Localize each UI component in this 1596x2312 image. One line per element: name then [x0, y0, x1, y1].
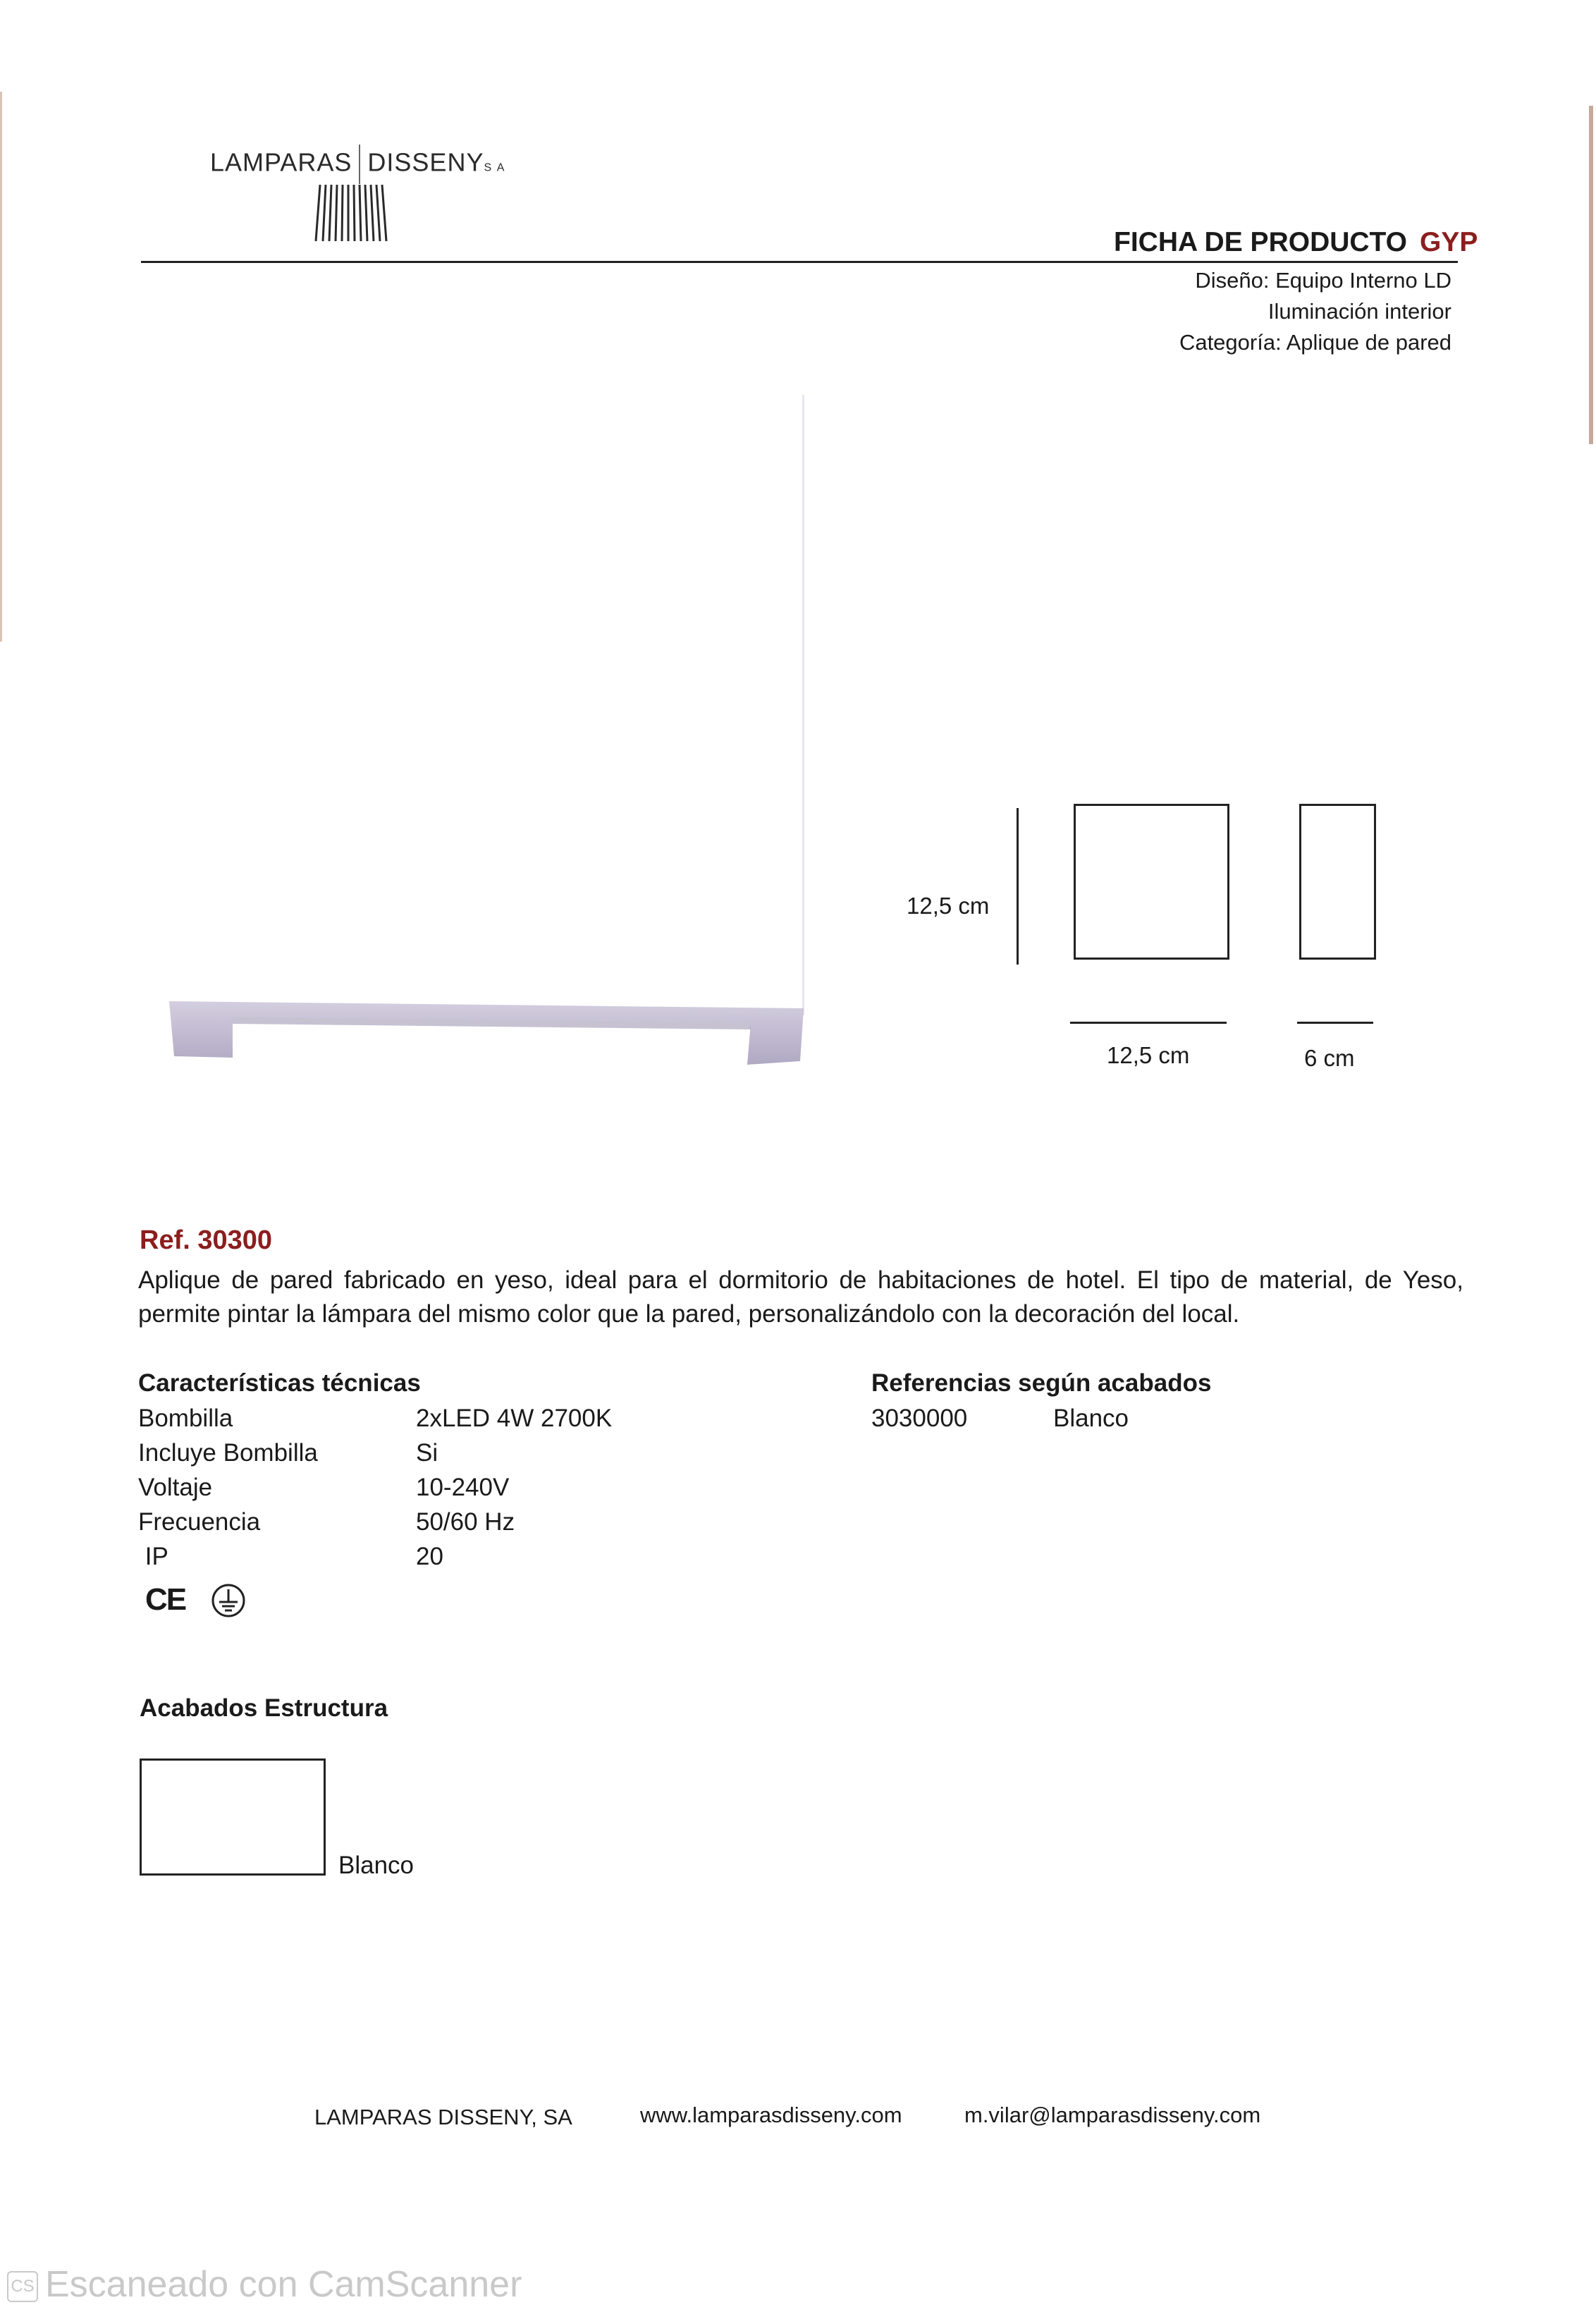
spec-label: Frecuencia	[138, 1508, 261, 1536]
width-line	[1070, 1022, 1227, 1024]
spec-label: Incluye Bombilla	[138, 1439, 318, 1467]
company-logo	[210, 145, 505, 184]
ce-mark: CE	[145, 1582, 186, 1617]
spec-value: 50/60 Hz	[416, 1508, 515, 1536]
watermark-text: Escaneado con CamScanner	[45, 2264, 522, 2305]
category-line: Categoría: Aplique de pared	[1179, 330, 1451, 355]
product-description: Aplique de pared fabricado en yeso, ideal para el dormitorio de habitaciones de hotel. El tipo de material, de Yeso, permite pintar la lámpara del mismo color que la pared, personalizándolo con la decoración del local.	[138, 1266, 1463, 1328]
product-code: GYP	[1420, 227, 1478, 257]
header-rule	[141, 261, 1458, 263]
scan-edge-right	[1589, 106, 1593, 444]
lampshade-logo-icon	[307, 182, 393, 244]
finish-name: Blanco	[338, 1852, 415, 1879]
width-label: 12,5 cm	[1107, 1042, 1190, 1068]
scanner-watermark	[7, 2263, 522, 2306]
earth-ground-icon	[210, 1582, 247, 1619]
logo-divider	[359, 145, 360, 184]
sheet-title-text: FICHA DE PRODUCTO	[1114, 227, 1408, 257]
camscanner-icon: CS	[7, 2271, 38, 2302]
specs-title: Características técnicas	[138, 1369, 421, 1397]
footer-website[interactable]: www.lamparasdisseny.com	[640, 2103, 902, 2127]
scan-edge-left	[0, 92, 2, 642]
references-title: Referencias según acabados	[871, 1369, 1212, 1397]
product-photo	[159, 395, 807, 1065]
spec-value: 10-240V	[416, 1474, 510, 1501]
reference-code: 3030000	[871, 1405, 968, 1432]
spec-label: Voltaje	[138, 1474, 213, 1501]
spec-value: 20	[416, 1543, 443, 1570]
sheet-title	[1114, 227, 1478, 258]
spec-label: IP	[138, 1543, 168, 1570]
logo-word-right: DISSENY	[367, 147, 484, 177]
height-label: 12,5 cm	[907, 893, 990, 919]
finish-swatch	[140, 1759, 326, 1876]
side-view-box	[1299, 804, 1376, 960]
depth-line	[1297, 1022, 1373, 1024]
product-reference: Ref. 30300	[140, 1225, 273, 1255]
spec-value: 2xLED 4W 2700K	[416, 1405, 613, 1432]
spec-label: Bombilla	[138, 1405, 233, 1432]
finishes-title: Acabados Estructura	[140, 1694, 388, 1722]
spec-value: Si	[416, 1439, 438, 1467]
lamp-shadow-illustration	[166, 994, 811, 1070]
footer-company: LAMPARAS DISSENY, SA	[314, 2105, 572, 2129]
logo-word-left: LAMPARAS	[210, 147, 352, 177]
photo-edge	[802, 395, 804, 1015]
front-view-box	[1074, 804, 1229, 960]
logo-suffix: S A	[484, 161, 506, 174]
depth-label: 6 cm	[1304, 1045, 1355, 1071]
design-line: Diseño: Equipo Interno LD	[1195, 268, 1451, 293]
use-line: Iluminación interior	[1267, 299, 1451, 324]
footer-email[interactable]: m.vilar@lamparasdisseny.com	[964, 2103, 1261, 2127]
height-line	[1017, 808, 1019, 965]
reference-finish: Blanco	[1053, 1405, 1129, 1432]
